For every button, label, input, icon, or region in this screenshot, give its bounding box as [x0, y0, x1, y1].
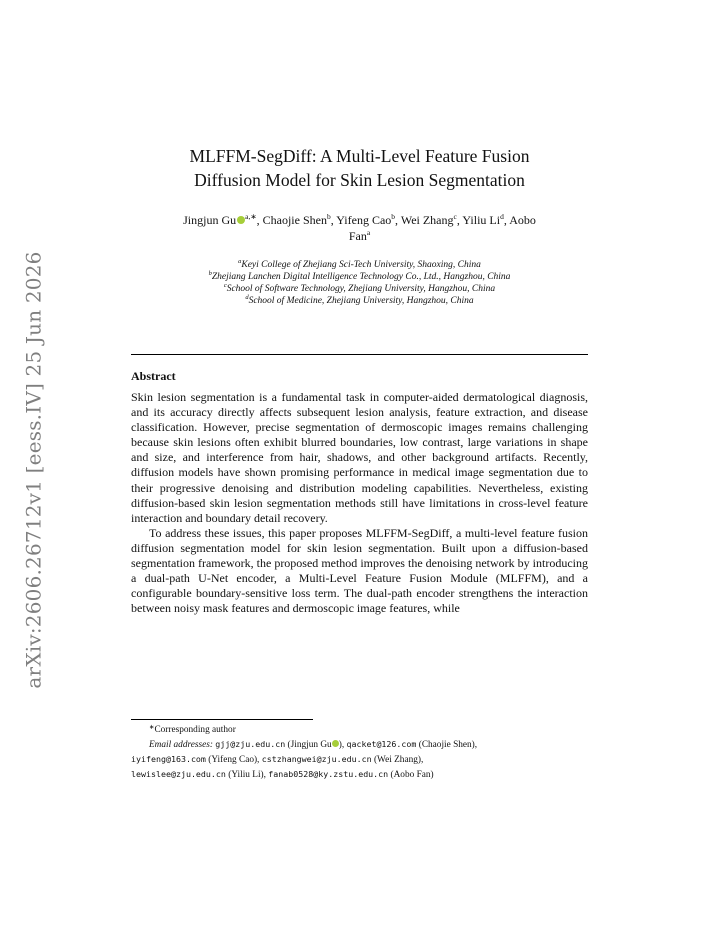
- email-line-2: [131, 752, 588, 767]
- corresponding-note: [131, 723, 588, 737]
- corresponding-text: Corresponding author: [154, 725, 236, 735]
- email-line-1: [131, 737, 588, 752]
- affil-mark: d: [245, 294, 249, 301]
- affil-text: Zhejiang Lanchen Digital Intelligence Technology Co., Ltd., Hangzhou, China: [211, 272, 511, 282]
- arxiv-stamp-text: arXiv:2606.26712v1 [eess.IV] 25 Jun 2026: [22, 251, 46, 689]
- email-link[interactable]: lewislee@zju.edu.cn: [131, 769, 226, 779]
- affil-mark: a: [238, 258, 242, 265]
- affiliation: [131, 283, 588, 295]
- orcid-icon[interactable]: [237, 216, 245, 224]
- author-sep: ,: [456, 213, 463, 227]
- author-sep: ,: [395, 213, 401, 227]
- email-link[interactable]: qacket@126.com: [346, 739, 417, 749]
- affil-mark: c: [223, 282, 227, 289]
- email-owner: (Yiliu Li),: [228, 770, 266, 780]
- abstract-paragraph-1: Skin lesion segmentation is a fundamental task in computer-aided dermatological diagnosis, and its accuracy directly affects subsequent lesion analysis, feature extraction, and disease classification. However, precise segmentation of dermoscopic images remains challenging because skin lesions often exhibit blurred boundaries, low contrast, large variations in shape and size, and interference from hair, shadows, and other background artifacts. Recently, diffusion models have shown promising performance in medical image segmentation due to their progressive denoising and distribution modeling capabilities. Nevertheless, existing diffusion-based skin lesion segmentation methods still have limitations in cross-level feature interaction and boundary detail recovery.: [131, 390, 588, 525]
- author-name: Yiliu Li: [462, 213, 501, 227]
- abstract-heading: Abstract: [131, 369, 176, 383]
- email-owner: (Wei Zhang),: [373, 755, 424, 765]
- email-owner: (Jingjun Gu: [287, 740, 332, 750]
- affil-text: School of Software Technology, Zhejiang University, Hangzhou, China: [226, 284, 496, 294]
- footnote-mark: ∗: [149, 724, 155, 731]
- author-name-aobo-last: Fan: [348, 229, 367, 243]
- email-link[interactable]: fanab0528@ky.zstu.edu.cn: [268, 769, 389, 779]
- email-link[interactable]: gjj@zju.edu.cn: [215, 739, 286, 749]
- author-affil-mark: b: [391, 212, 396, 221]
- affil-text: School of Medicine, Zhejiang University, Hangzhou, China: [248, 296, 474, 306]
- author-name: Chaojie Shen: [262, 213, 327, 227]
- author-list: [131, 212, 588, 244]
- abstract-body: [131, 390, 588, 616]
- email-link[interactable]: iyifeng@163.com: [131, 754, 206, 764]
- author-line-2: [131, 228, 588, 244]
- email-owner: (Yifeng Cao),: [208, 755, 260, 765]
- author-name: Jingjun Gu: [183, 213, 237, 227]
- title-line-1: MLFFM-SegDiff: A Multi-Level Feature Fusion: [189, 146, 530, 166]
- author-name-aobo-first: Aobo: [509, 213, 536, 227]
- abstract-paragraph-2: To address these issues, this paper proposes MLFFM-SegDiff, a multi-level feature fusion diffusion segmentation model for skin lesion segmentation. Built upon a diffusion-based segmentation framework, the proposed method improves the denoising network by introducing a dual-path U-Net encoder, a Multi-Level Feature Fusion Module (MLFFM), and a configurable boundary-sensitive loss term. The dual-path encoder strengthens the interaction between noisy mask features and dermoscopic image features, while: [131, 525, 588, 616]
- author-affil-mark: d: [500, 212, 504, 221]
- orcid-icon[interactable]: [332, 740, 339, 747]
- author-name: Yifeng Cao: [336, 213, 392, 227]
- affiliation: [131, 259, 588, 271]
- email-owner-tail: ),: [338, 740, 345, 750]
- author-affil-mark: c: [453, 212, 457, 221]
- affil-text: Keyi College of Zhejiang Sci-Tech University, Shaoxing, China: [241, 260, 481, 270]
- author-affil-mark: b: [326, 212, 331, 221]
- author-affil-mark: a: [366, 228, 371, 237]
- email-link[interactable]: cstzhangwei@zju.edu.cn: [261, 754, 372, 764]
- paper-title: [131, 144, 588, 192]
- affiliation-list: [131, 259, 588, 307]
- affiliation: [131, 295, 588, 307]
- affil-mark: b: [208, 270, 212, 277]
- abstract-top-rule: [131, 354, 588, 355]
- email-line-3: [131, 767, 588, 782]
- footnote-rule: [131, 719, 313, 720]
- author-affil-mark: a,∗: [245, 212, 257, 221]
- arxiv-stamp: [14, 251, 54, 689]
- footnotes: [131, 723, 588, 782]
- author-sep: ,: [330, 213, 337, 227]
- title-line-2: Diffusion Model for Skin Lesion Segmentation: [194, 170, 525, 190]
- email-owner: (Aobo Fan): [390, 770, 434, 780]
- email-label: Email addresses:: [149, 740, 213, 750]
- author-line-1: [131, 212, 588, 228]
- author-sep: ,: [256, 213, 263, 227]
- affiliation: [131, 271, 588, 283]
- author-sep: ,: [503, 213, 510, 227]
- email-owner: (Chaojie Shen),: [418, 740, 478, 750]
- author-name: Wei Zhang: [400, 213, 454, 227]
